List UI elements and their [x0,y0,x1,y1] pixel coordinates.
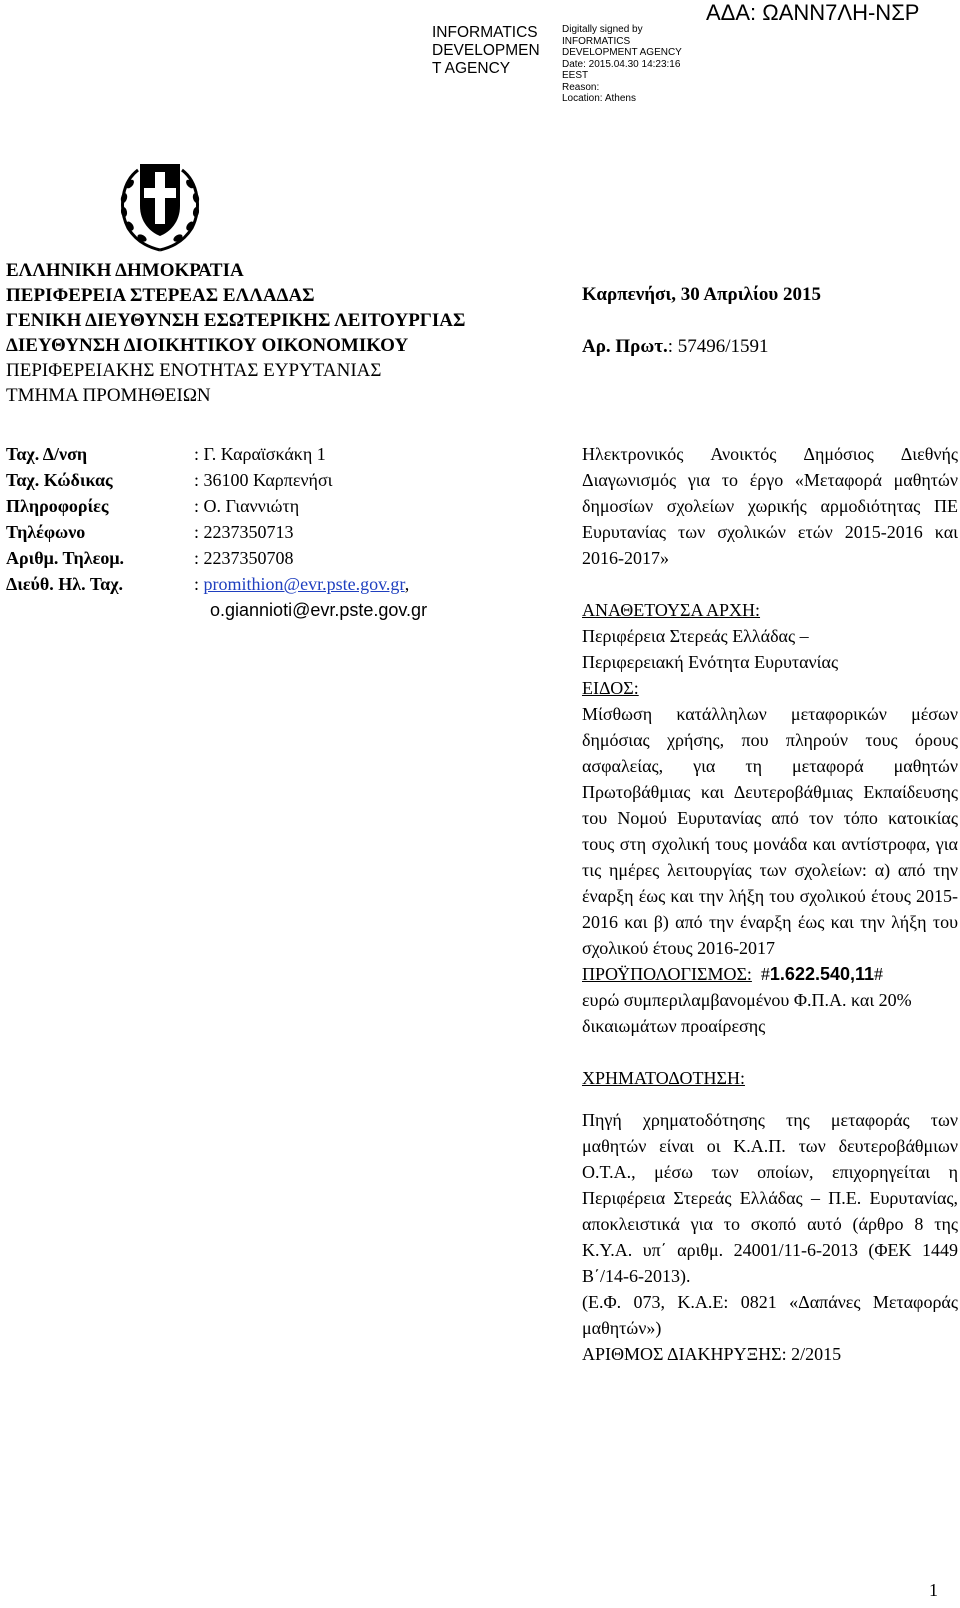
phone-label: Τηλέφωνο [6,522,86,542]
place-and-date: Καρπενήσι, 30 Απριλίου 2015 [582,284,821,305]
address-value: : Γ. Καραϊσκάκη 1 [194,444,326,464]
authority-line: Περιφερειακή Ενότητα Ευρυτανίας [582,652,839,672]
email-link-promithion[interactable]: promithion@evr.pste.gov.gr [203,574,405,594]
signature-agency-name: INFORMATICS DEVELOPMEN T AGENCY [432,24,540,77]
budget-amount: 1.622.540,11 [769,964,875,984]
email-prefix: : [194,574,204,594]
signature-line: Digitally signed by [562,24,643,35]
email-link-giannioti[interactable]: o.giannioti@evr.pste.gov.gr [210,600,428,620]
header-region: ΠΕΡΙΦΕΡΕΙΑ ΣΤΕΡΕΑΣ ΕΛΛΑΔΑΣ [6,285,315,306]
fax-value: : 2237350708 [194,548,294,568]
declaration-number: ΑΡΙΘΜΟΣ ΔΙΑΚΗΡΥΞΗΣ: 2/2015 [582,1344,842,1364]
tender-subject: Ηλεκτρονικός Ανοικτός Δημόσιος Διεθνής Διαγωνισμός για το έργο «Μεταφορά μαθητών δημοσίων σχολείων χωρικής αρμοδιότητας ΠΕ Ευρυτανίας των σχολικών ετών 2015-2016 και 2016-2017» [582,444,958,568]
email-value [194,571,409,597]
page-number: 1 [929,1580,938,1600]
funding-code-line: (Ε.Φ. 073, Κ.Α.Ε: 0821 «Δαπάνες Μεταφοράς μαθητών») [582,1292,958,1338]
tender-summary [582,441,958,1367]
fax-label: Αριθμ. Τηλεομ. [6,548,125,568]
signature-line: Date: 2015.04.30 14:23:16 [562,58,681,70]
kind-heading: ΕΙΔΟΣ: [582,678,639,698]
digital-signature-block [432,22,692,102]
protocol-label: Αρ. Πρωτ. [582,336,668,357]
header-regional-unit: ΠΕΡΙΦΕΡΕΙΑΚΗΣ ΕΝΟΤΗΤΑΣ ΕΥΡΥΤΑΝΙΑΣ [6,360,382,381]
phone-value: : 2237350713 [194,522,294,542]
protocol-value: : 57496/1591 [667,336,769,357]
ada-code: ΑΔΑ: ΩΑΝΝ7ΛΗ-ΝΣΡ [706,0,920,25]
funding-heading: ΧΡΗΜΑΤΟΔΟΤΗΣΗ: [582,1068,745,1088]
protocol-number [582,336,769,358]
address-label: Ταχ. Δ/νση [6,444,88,464]
signature-line: Location: Athens [562,93,636,104]
funding-text: Πηγή χρηματοδότησης της μεταφοράς των μαθητών είναι οι Κ.Α.Π. των δευτεροβάθμιων Ο.Τ.Α., μέσω των οποίων, επιχορηγείται η Περιφέρεια Στερεάς Ελλάδας – Π.Ε. Ευρυτανίας, αποκλειστικά για το σκοπό αυτό (άρθρο 8 της Κ.Υ.Α. υπ΄ αριθμ. 24001/11-6-2013 (ΦΕΚ 1449 Β΄/14-6-2013). [582,1110,958,1286]
budget-amount-suffix: # [874,964,884,984]
email-label: Διεύθ. Ηλ. Ταχ. [6,574,124,594]
kind-text: Μίσθωση κατάλληλων μεταφορικών μέσων δημόσιας χρήσης, που πληρούν τους όρους ασφαλείας, για τη μεταφορά μαθητών Πρωτοβάθμιας και Δευτεροβάθμιας Εκπαίδευσης του Νομού Ευρυτανίας από τον τόπο κατοικίας τους στη σχολική τους μονάδα και αντίστροφα, για τις ημέρες λειτουργίας των σχολείων: α) από την έναρξη έως και την λήξη του σχολικού έτους 2015-2016 και β) από την έναρξη έως και την λήξη του σχολικού έτους 2016-2017 [582,704,958,958]
header-general-directorate: ΓΕΝΙΚΗ ΔΙΕΥΘΥΝΣΗ ΕΣΩΤΕΡΙΚΗΣ ΛΕΙΤΟΥΡΓΙΑΣ [6,310,466,331]
signature-line: DEVELOPMENT AGENCY [562,47,682,58]
authority-line: Περιφέρεια Στερεάς Ελλάδας – [582,626,809,646]
signature-line: INFORMATICS [562,35,631,47]
info-value: : Ο. Γιαννιώτη [194,496,300,516]
signature-line: EEST [562,70,589,81]
signature-details [562,24,702,105]
header-department: ΤΜΗΜΑ ΠΡΟΜΗΘΕΙΩΝ [6,385,211,406]
postcode-value: : 36100 Καρπενήσι [194,470,333,490]
issuer-header [6,258,566,408]
greek-coat-of-arms-icon [108,150,212,254]
budget-line [582,961,958,987]
budget-text: ευρώ συμπεριλαμβανομένου Φ.Π.Α. και 20% δικαιωμάτων προαίρεσης [582,990,912,1036]
budget-heading: ΠΡΟΫΠΟΛΟΓΙΣΜΟΣ: [582,964,752,984]
header-country: ΕΛΛΗΝΙΚΗ ΔΗΜΟΚΡΑΤΙΑ [6,260,244,281]
header-directorate: ΔΙΕΥΘΥΝΣΗ ΔΙΟΙΚΗΤΙΚΟΥ ΟΙΚΟΝΟΜΙΚΟΥ [6,335,409,356]
authority-heading: ΑΝΑΘΕΤΟΥΣΑ ΑΡΧΗ: [582,600,761,620]
email-separator: , [404,574,410,594]
postcode-label: Ταχ. Κώδικας [6,470,113,490]
budget-amount-prefix: # [760,964,770,984]
info-label: Πληροφορίες [6,496,109,516]
signature-line: Reason: [562,81,600,93]
